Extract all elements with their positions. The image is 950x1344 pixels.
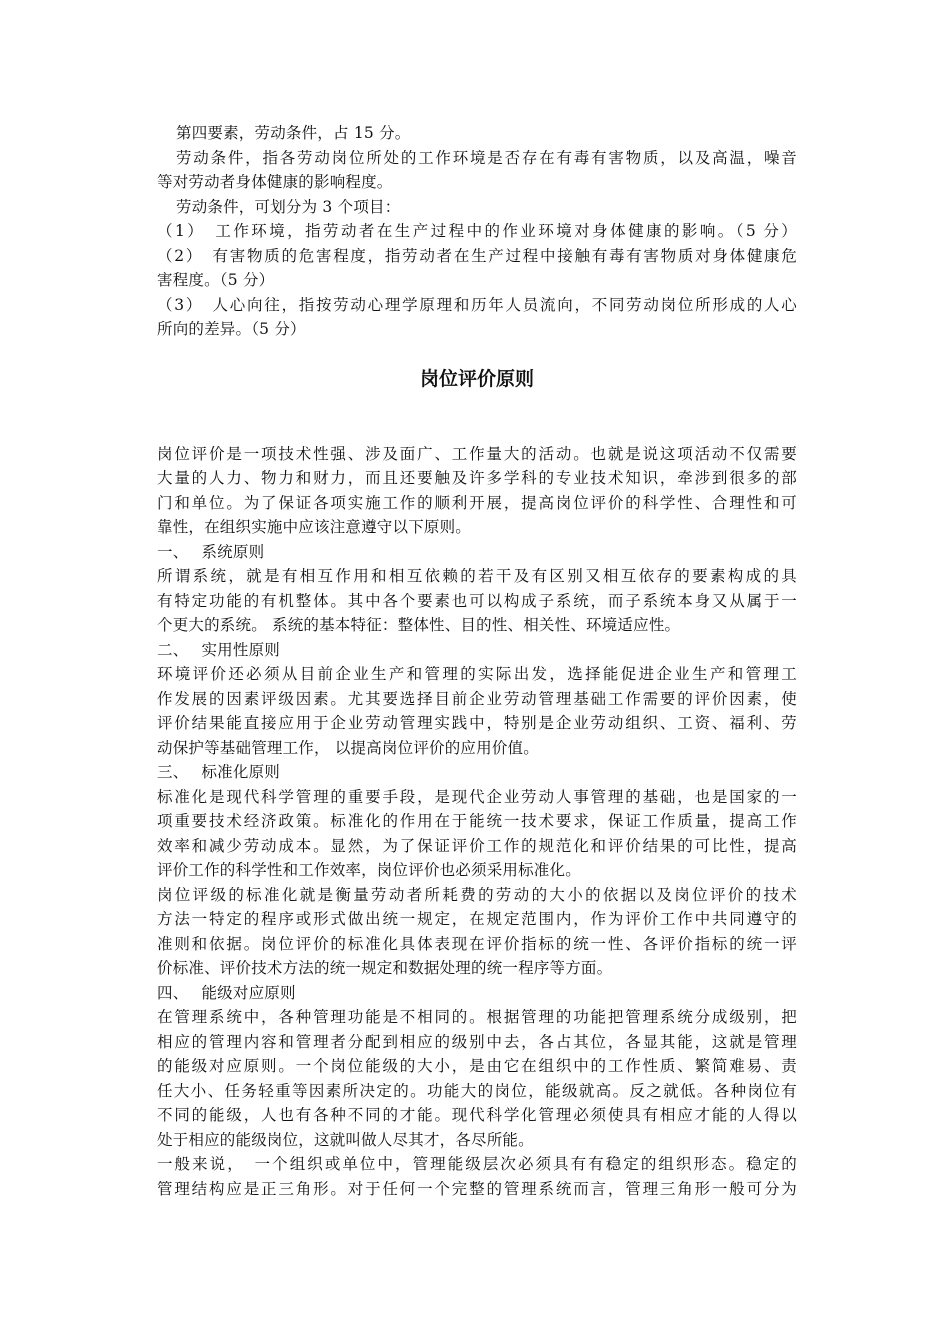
body-line: 个更大的系统。 系统的基本特征：整体性、目的性、相关性、环境适应性。 <box>157 616 681 634</box>
body-section <box>157 442 797 1202</box>
intro-line: （1） 工作环境，指劳动者在生产过程中的作业环境对身体健康的影响。（5 分） <box>157 222 797 240</box>
body-line: 效率和减少劳动成本。显然，为了保证评价工作的规范化和评价结果的可比性，提高 <box>157 836 797 855</box>
intro-line: 等对劳动者身体健康的影响程度。 <box>157 173 393 191</box>
body-line: 准则和依据。岗位评价的标准化具体表现在评价指标的统一性、各评价指标的统一评 <box>157 934 797 953</box>
body-line: 四、 能级对应原则 <box>157 983 296 1002</box>
body-line: 环境评价还必须从目前企业生产和管理的实际出发，选择能促进企业生产和管理工 <box>157 665 797 683</box>
body-line: 相应的管理内容和管理者分配到相应的级别中去，各占其位，各显其能，这就是管理 <box>157 1032 797 1051</box>
intro-line: 劳动条件，可划分为 3 个项目： <box>176 197 401 216</box>
intro-line: 所向的差异。（5 分） <box>157 320 306 338</box>
body-line: 在管理系统中，各种管理功能是不相同的。根据管理的功能把管理系统分成级别，把 <box>157 1008 797 1026</box>
body-line: 一般来说， 一个组织或单位中，管理能级层次必须具有有稳定的组织形态。稳定的 <box>157 1155 797 1173</box>
intro-line: （3） 人心向往，指按劳动心理学原理和历年人员流向，不同劳动岗位所形成的人心 <box>157 295 797 314</box>
body-line: 项重要技术经济政策。标准化的作用在于能统一技术要求，保证工作质量，提高工作 <box>157 812 797 830</box>
body-line: 作发展的因素评级因素。尤其要选择目前企业劳动管理基础工作需要的评价因素，使 <box>157 689 797 708</box>
body-line: 方法一特定的程序或形式做出统一规定，在规定范围内，作为评价工作中共同遵守的 <box>157 910 797 928</box>
intro-line: 第四要素，劳动条件，占 15 分。 <box>176 124 411 142</box>
body-line: 大量的人力、物力和财力，而且还要触及许多学科的专业技术知识，牵涉到很多的部 <box>157 469 797 487</box>
body-line: 标准化是现代科学管理的重要手段，是现代企业劳动人事管理的基础，也是国家的一 <box>157 787 797 806</box>
body-line: 门和单位。为了保证各项实施工作的顺利开展，提高岗位评价的科学性、合理性和可 <box>157 493 797 512</box>
body-line: 三、 标准化原则 <box>157 763 280 781</box>
intro-line: 劳动条件，指各劳动岗位所处的工作环境是否存在有毒有害物质，以及高温，噪音 <box>176 148 797 167</box>
body-line: 动保护等基础管理工作， 以提高岗位评价的应用价值。 <box>157 738 539 757</box>
intro-line: 害程度。（5 分） <box>157 271 275 289</box>
page-title: 岗位评价原则 <box>419 367 534 390</box>
body-line: 处于相应的能级岗位，这就叫做人尽其才，各尽所能。 <box>157 1130 534 1149</box>
document-page <box>157 121 797 1201</box>
body-line: 岗位评价是一项技术性强、涉及面广、工作量大的活动。也就是说这项活动不仅需要 <box>157 444 797 463</box>
intro-line: （2） 有害物质的危害程度，指劳动者在生产过程中接触有毒有害物质对身体健康危 <box>157 246 797 265</box>
body-line: 靠性，在组织实施中应该注意遵守以下原则。 <box>157 518 472 536</box>
body-line: 有特定功能的有机整体。其中各个要素也可以构成子系统，而子系统本身又从属于一 <box>157 591 797 610</box>
body-line: 评价工作的科学性和工作效率，岗位评价也必须采用标准化。 <box>157 861 581 879</box>
body-line: 二、 实用性原则 <box>157 640 280 659</box>
intro-section <box>157 121 797 342</box>
body-line: 的能级对应原则。一个岗位能级的大小，是由它在组织中的工作性质、繁简难易、责 <box>157 1057 797 1075</box>
body-line: 管理结构应是正三角形。对于任何一个完整的管理系统而言，管理三角形一般可分为 <box>157 1179 797 1198</box>
body-line: 不同的能级，人也有各种不同的才能。现代科学化管理必须使具有相应才能的人得以 <box>157 1106 797 1124</box>
body-line: 一、 系统原则 <box>157 542 265 561</box>
body-line: 评价结果能直接应用于企业劳动管理实践中，特别是企业劳动组织、工资、福利、劳 <box>157 714 797 732</box>
body-line: 岗位评级的标准化就是衡量劳动者所耗费的劳动的大小的依据以及岗位评价的技术 <box>157 885 797 904</box>
body-line: 所谓系统，就是有相互作用和相互依赖的若干及有区别又相互依存的要素构成的具 <box>157 567 797 585</box>
body-line: 价标准、评价技术方法的统一规定和数据处理的统一程序等方面。 <box>157 959 613 977</box>
body-line: 任大小、任务轻重等因素所决定的。功能大的岗位，能级就高。反之就低。各种岗位有 <box>157 1081 797 1100</box>
